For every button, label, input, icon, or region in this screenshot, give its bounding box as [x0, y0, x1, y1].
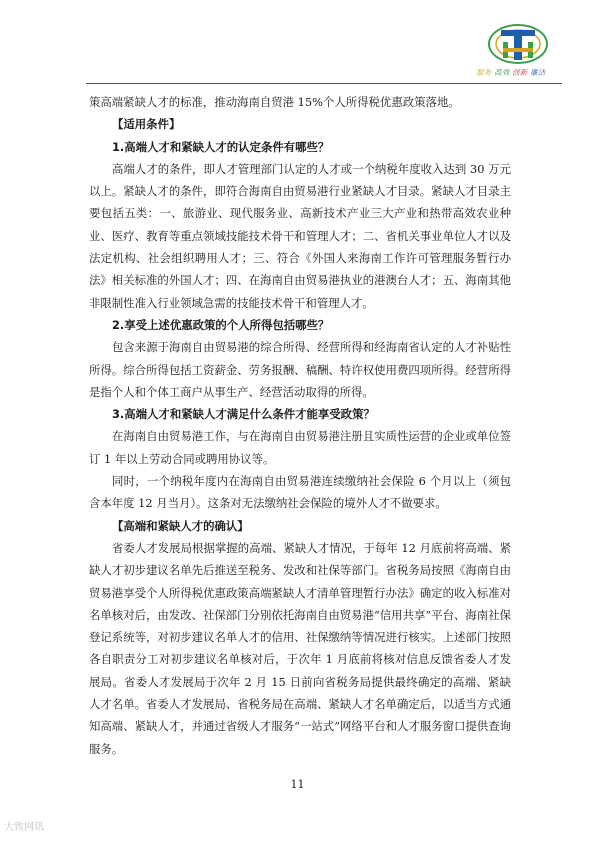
header-divider	[86, 83, 562, 84]
slogan	[476, 67, 556, 80]
question-heading: 2.享受上述优惠政策的个人所得包括哪些？	[112, 317, 330, 332]
intro-paragraph: 策高端紧缺人才的标准，推动海南自贸港 15%个人所得税优惠政策落地。	[89, 95, 460, 109]
question-heading: 3.高端人才和紧缺人才满足什么条件才能享受政策？	[112, 407, 375, 422]
answer-paragraph: 在海南自由贸易港工作，与在海南自由贸易港注册且实质性运营的企业或单位签订 1 年以上劳动合同或聘用协议等。	[89, 429, 511, 466]
organization-logo	[487, 22, 549, 66]
section-title: 【高端和紧缺人才的确认】	[112, 518, 249, 533]
question-heading: 1.高端人才和紧缺人才的认定条件有哪些？	[112, 139, 330, 154]
page-number: 11	[290, 778, 305, 791]
answer-paragraph: 同时，一个纳税年度内在海南自由贸易港连续缴纳社会保险 6 个月以上（须包含本年度 12 月当月）。这条对无法缴纳社会保险的境外人才不做要求。	[89, 474, 511, 511]
slogan-word: 高效	[494, 68, 510, 77]
slogan-word: 创新	[512, 68, 528, 77]
document-body	[89, 91, 511, 760]
answer-paragraph: 高端人才的条件，即人才管理部门认定的人才或一个纳税年度收入达到 30 万元以上。紧缺人才的条件，即符合海南自由贸易港行业紧缺人才目录。紧缺人才目录主要包括五类：一、旅游业、现代服务业、高新技术产业三大产业和热带高效农业种业、医疗、教育等重点领域技能技术骨干和管理人才；二、省机关事业单位人才以及法定机构、社会组织聘用人才；三、符合《外国人来海南工作许可管理服务暂行办法》相关标准的外国人才；四、在海南自由贸易港执业的港澳台人才；五、海南其他非限制性准入行业领域急需的技能技术骨干和管理人才。	[89, 161, 511, 310]
watermark: 大致网讯	[4, 822, 44, 833]
slogan-word: 服务	[476, 68, 492, 77]
section-paragraph: 省委人才发展局根据掌握的高端、紧缺人才情况，于每年 12 月底前将高端、紧缺人才初步建议名单先后推送至税务、发改和社保等部门。省税务局按照《海南自由贸易港享受个人所得税优惠政策高端紧缺人才清单管理暂行办法》确定的收入标准对名单核对后，由发改、社保部门分别依托海南自由贸易港“信用共享”平台、海南社保登记系统等，对初步建议名单人才的信用、社保缴纳等情况进行核实。上述部门按照各自职责分工对初步建议名单核对后，于次年 1 月底前将核对信息反馈省委人才发展局。省委人才发展局于次年 2 月 15 日前向省税务局提供最终确定的高端、紧缺人才名单。省委人才发展局、省税务局在高端、紧缺人才名单确定后，以适当方式通知高端、紧缺人才，并通过省级人才服务“一站式”网络平台和人才服务窗口提供查询服务。	[89, 540, 511, 756]
slogan-word: 廉洁	[530, 68, 546, 77]
section-title: 【适用条件】	[112, 117, 181, 132]
answer-paragraph: 包含来源于海南自由贸易港的综合所得、经营所得和经海南省认定的人才补贴性所得。综合所得包括工资薪金、劳务报酬、稿酬、特许权使用费四项所得。经营所得是指个人和个体工商户从事生产、经营活动取得的所得。	[89, 340, 511, 399]
